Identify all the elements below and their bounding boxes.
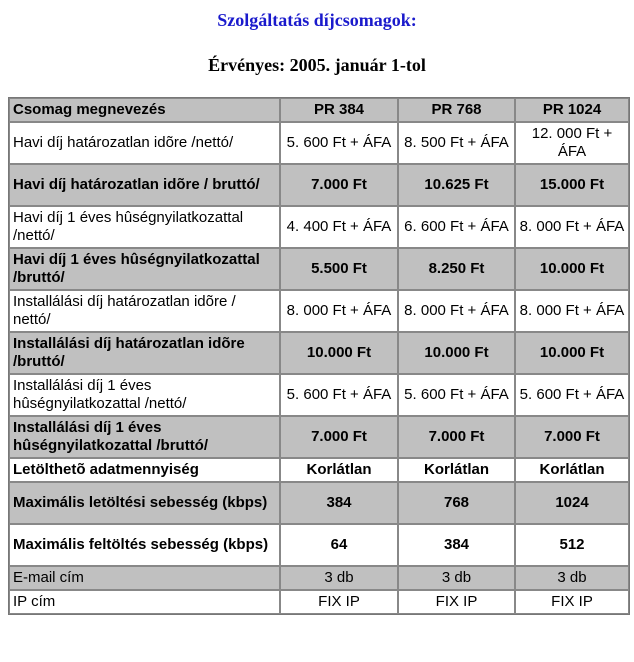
cell-pr-768: 10.625 Ft xyxy=(398,164,515,206)
pricing-table xyxy=(8,97,630,615)
cell-pr-768: 768 xyxy=(398,482,515,524)
cell-pr-768: 5. 600 Ft + ÁFA xyxy=(398,374,515,416)
cell-pr-384: 5.500 Ft xyxy=(280,248,398,290)
row-label: E-mail cím xyxy=(9,566,280,590)
table-row xyxy=(9,374,629,416)
row-label: Havi díj 1 éves hûségnyilatkozattal /nettó/ xyxy=(9,206,280,248)
header-pr-384: PR 384 xyxy=(280,98,398,122)
row-label: Havi díj 1 éves hûségnyilatkozattal /bruttó/ xyxy=(9,248,280,290)
cell-pr-384: 8. 000 Ft + ÁFA xyxy=(280,290,398,332)
table-row xyxy=(9,416,629,458)
cell-pr-1024: 12. 000 Ft + ÁFA xyxy=(515,122,629,164)
cell-pr-1024: 10.000 Ft xyxy=(515,332,629,374)
cell-pr-768: 3 db xyxy=(398,566,515,590)
row-label: Havi díj határozatlan idõre /nettó/ xyxy=(9,122,280,164)
cell-pr-384: 7.000 Ft xyxy=(280,164,398,206)
cell-pr-384: FIX IP xyxy=(280,590,398,614)
table-row xyxy=(9,566,629,590)
row-label: Maximális feltöltés sebesség (kbps) xyxy=(9,524,280,566)
row-label: IP cím xyxy=(9,590,280,614)
table-row xyxy=(9,458,629,482)
cell-pr-768: 384 xyxy=(398,524,515,566)
cell-pr-768: 8. 500 Ft + ÁFA xyxy=(398,122,515,164)
table-row xyxy=(9,290,629,332)
cell-pr-768: FIX IP xyxy=(398,590,515,614)
cell-pr-1024: 5. 600 Ft + ÁFA xyxy=(515,374,629,416)
table-row xyxy=(9,164,629,206)
cell-pr-384: 4. 400 Ft + ÁFA xyxy=(280,206,398,248)
row-label: Installálási díj 1 éves hûségnyilatkozattal /bruttó/ xyxy=(9,416,280,458)
cell-pr-1024: 10.000 Ft xyxy=(515,248,629,290)
row-label: Installálási díj határozatlan idõre /bruttó/ xyxy=(9,332,280,374)
table-row xyxy=(9,206,629,248)
cell-pr-1024: 3 db xyxy=(515,566,629,590)
cell-pr-384: 3 db xyxy=(280,566,398,590)
table-row xyxy=(9,122,629,164)
cell-pr-768: 7.000 Ft xyxy=(398,416,515,458)
cell-pr-1024: FIX IP xyxy=(515,590,629,614)
row-label: Letölthetõ adatmennyiség xyxy=(9,458,280,482)
cell-pr-384: 7.000 Ft xyxy=(280,416,398,458)
cell-pr-1024: 8. 000 Ft + ÁFA xyxy=(515,206,629,248)
cell-pr-768: 10.000 Ft xyxy=(398,332,515,374)
row-label: Installálási díj határozatlan idõre / nettó/ xyxy=(9,290,280,332)
table-row xyxy=(9,482,629,524)
cell-pr-1024: 8. 000 Ft + ÁFA xyxy=(515,290,629,332)
table-header-row xyxy=(9,98,629,122)
cell-pr-384: 64 xyxy=(280,524,398,566)
page-title: Szolgáltatás díjcsomagok: xyxy=(217,10,417,30)
cell-pr-384: 10.000 Ft xyxy=(280,332,398,374)
row-label: Installálási díj 1 éves hûségnyilatkozattal /nettó/ xyxy=(9,374,280,416)
cell-pr-384: 5. 600 Ft + ÁFA xyxy=(280,374,398,416)
cell-pr-768: 6. 600 Ft + ÁFA xyxy=(398,206,515,248)
cell-pr-1024: 1024 xyxy=(515,482,629,524)
cell-pr-768: 8. 000 Ft + ÁFA xyxy=(398,290,515,332)
cell-pr-1024: 15.000 Ft xyxy=(515,164,629,206)
header-pr-1024: PR 1024 xyxy=(515,98,629,122)
cell-pr-384: 384 xyxy=(280,482,398,524)
cell-pr-768: 8.250 Ft xyxy=(398,248,515,290)
header-package-name: Csomag megnevezés xyxy=(9,98,280,122)
cell-pr-1024: 7.000 Ft xyxy=(515,416,629,458)
row-label: Havi díj határozatlan idõre / bruttó/ xyxy=(9,164,280,206)
cell-pr-1024: Korlátlan xyxy=(515,458,629,482)
validity-subtitle: Érvényes: 2005. január 1-tol xyxy=(208,55,426,75)
cell-pr-768: Korlátlan xyxy=(398,458,515,482)
table-row xyxy=(9,524,629,566)
row-label: Maximális letöltési sebesség (kbps) xyxy=(9,482,280,524)
cell-pr-384: Korlátlan xyxy=(280,458,398,482)
table-row xyxy=(9,590,629,614)
cell-pr-1024: 512 xyxy=(515,524,629,566)
cell-pr-384: 5. 600 Ft + ÁFA xyxy=(280,122,398,164)
table-row xyxy=(9,248,629,290)
header-pr-768: PR 768 xyxy=(398,98,515,122)
table-row xyxy=(9,332,629,374)
